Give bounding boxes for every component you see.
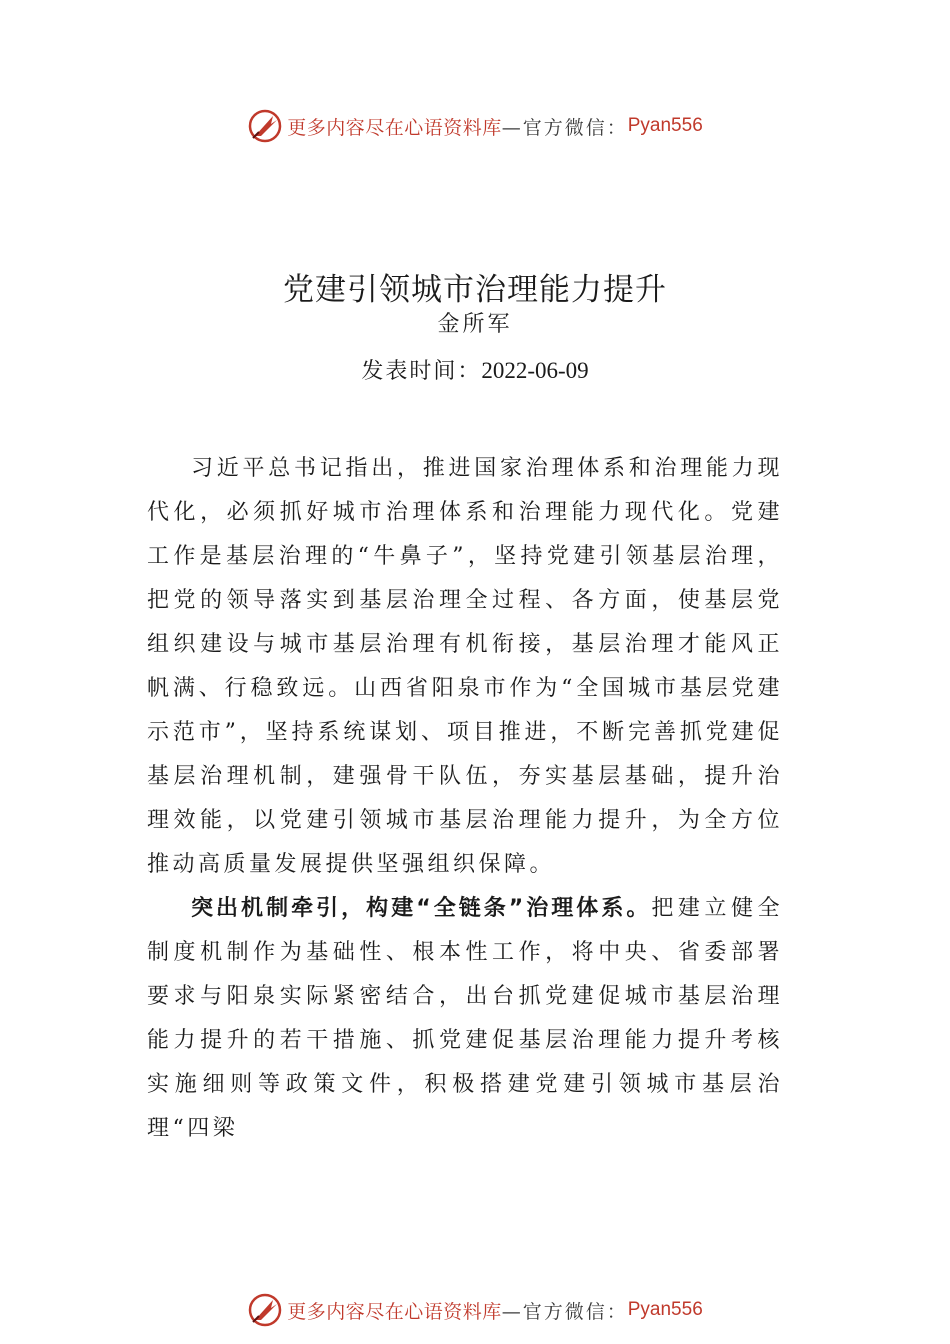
paragraph-2-text: 把建立健全制度机制作为基础性、根本性工作，将中央、省委部署要求与阳泉实际紧密结合，出台抓党建促城市基层治理能力提升的若干措施、抓党建促基层治理能力提升考核实施细则等政策文件，积极搭建党建引领城市基层治理“四梁 [147,896,783,1141]
banner-wechat-id: Pyan556 [627,115,703,136]
publish-date-label: 发表时间： [361,359,482,384]
publish-date [0,354,950,385]
banner-wechat-id: Pyan556 [627,1299,703,1320]
banner-site-text: 更多内容尽在心语资料库 [287,116,502,139]
footer-watermark-banner [0,1290,950,1330]
quill-logo-icon [247,108,283,144]
article-title: 党建引领城市治理能力提升 [283,271,667,308]
paragraph-2-lead: 突出机制牵引，构建“全链条”治理体系。 [191,896,652,921]
banner-wechat-text: —官方微信： [501,116,628,139]
paragraph-2 [147,887,783,1151]
article-body [147,447,783,1151]
quill-logo-icon [247,1292,283,1328]
banner-wechat-text: —官方微信： [501,1300,628,1323]
publish-date-value: 2022-06-09 [481,358,589,383]
banner-site-text: 更多内容尽在心语资料库 [287,1300,502,1323]
article-author: 金所军 [437,312,513,337]
header-watermark-banner [0,106,950,146]
paragraph-1: 习近平总书记指出，推进国家治理体系和治理能力现代化，必须抓好城市治理体系和治理能力现代化。党建工作是基层治理的“牛鼻子”，坚持党建引领基层治理，把党的领导落实到基层治理全过程、各方面，使基层党组织建设与城市基层治理有机衔接，基层治理才能风正帆满、行稳致远。山西省阳泉市作为“全国城市基层党建示范市”，坚持系统谋划、项目推进，不断完善抓党建促基层治理机制，建强骨干队伍，夯实基层基础，提升治理效能，以党建引领城市基层治理能力提升，为全方位推动高质量发展提供坚强组织保障。 [147,456,783,877]
